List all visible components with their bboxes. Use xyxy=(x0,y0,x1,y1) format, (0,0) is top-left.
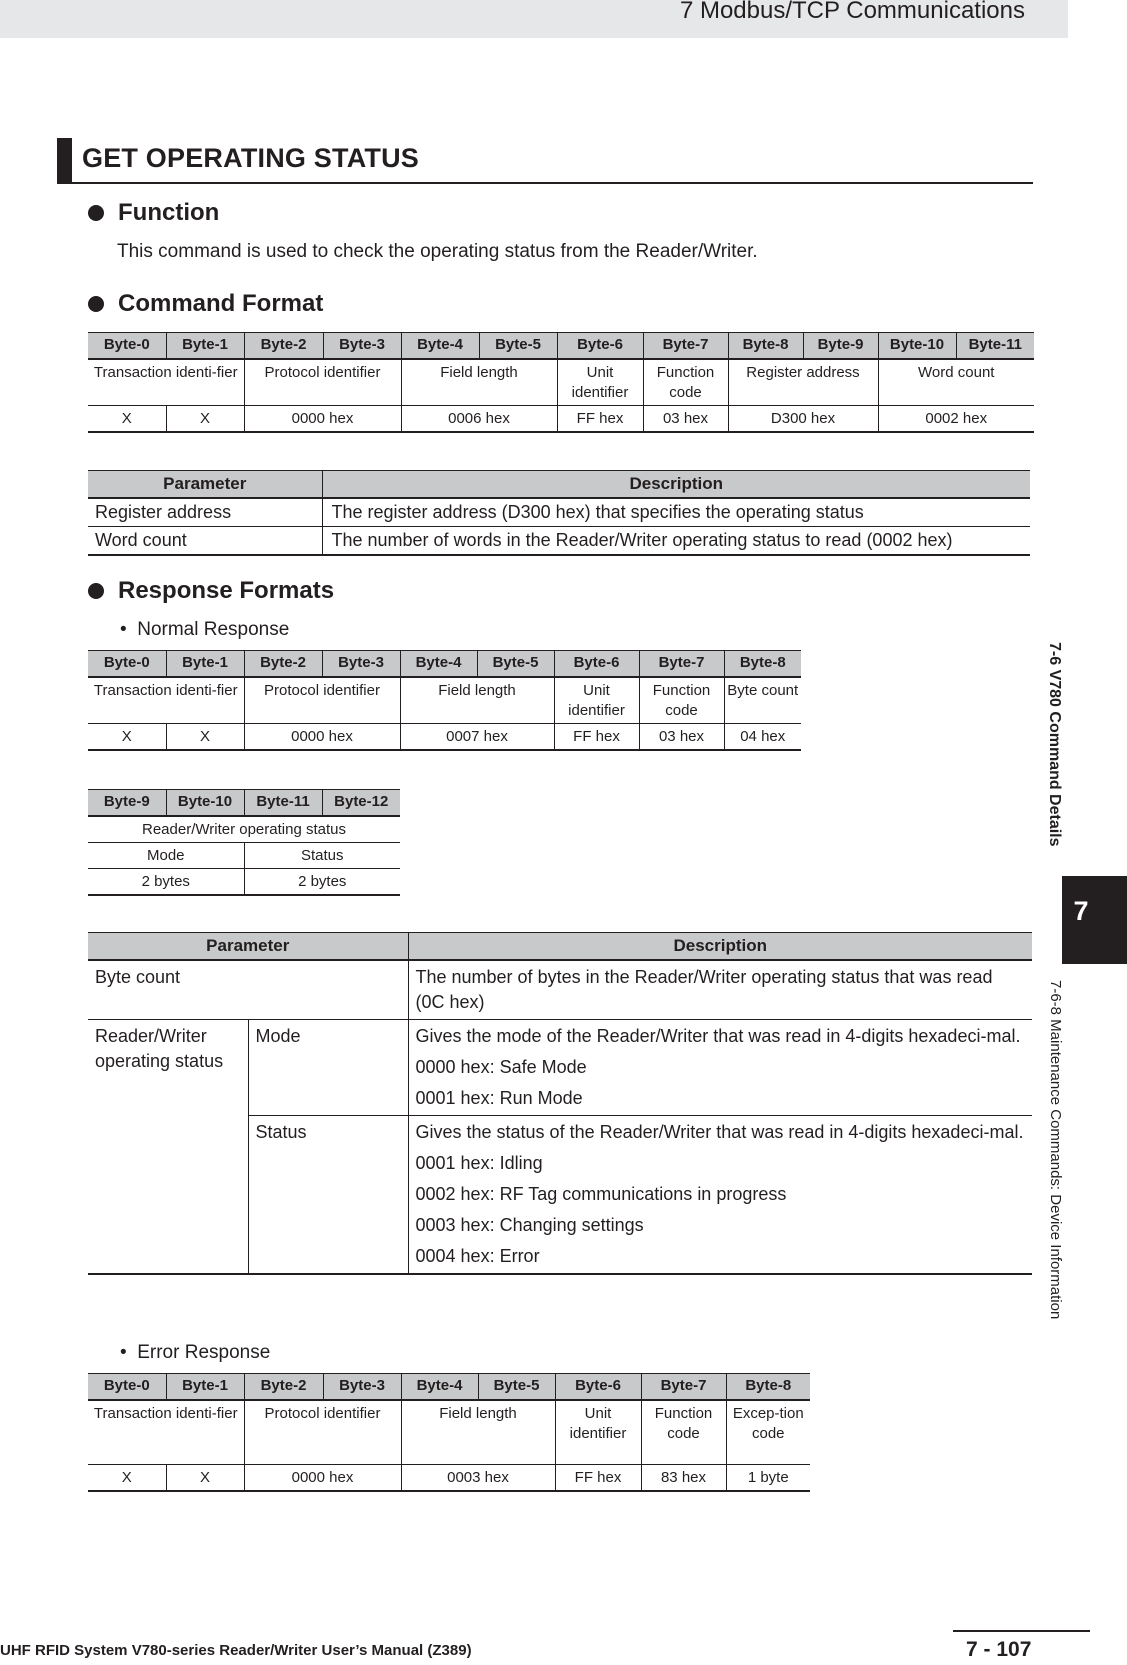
field-cell: Word count xyxy=(878,359,1034,406)
byte-header: Byte-6 xyxy=(555,1374,641,1401)
byte-header: Byte-9 xyxy=(88,790,166,817)
field-name-row xyxy=(88,677,801,724)
param-header: Parameter xyxy=(88,471,322,499)
status-value: 0002 hex: RF Tag communications in progress xyxy=(415,1184,787,1204)
status-value: 0004 hex: Error xyxy=(415,1246,540,1266)
param-name: Word count xyxy=(88,527,322,556)
section-title-marker xyxy=(57,138,72,182)
field-cell: Mode xyxy=(88,843,244,869)
field-cell: Protocol identifier xyxy=(244,677,400,724)
function-heading: Function xyxy=(88,199,219,227)
param-subname: Mode xyxy=(248,1020,408,1116)
value-cell: 0000 hex xyxy=(244,724,400,751)
error-response-table xyxy=(88,1373,810,1492)
byte-header: Byte-1 xyxy=(166,333,244,360)
bullet-dot-icon xyxy=(88,296,104,312)
param-header: Parameter xyxy=(88,933,408,961)
param-header: Description xyxy=(322,471,1030,499)
value-cell: X xyxy=(88,724,166,751)
normal-response-table xyxy=(88,650,801,751)
command-format-heading: Command Format xyxy=(88,290,323,318)
byte-header: Byte-10 xyxy=(878,333,956,360)
byte-header: Byte-4 xyxy=(401,1374,478,1401)
value-cell: 03 hex xyxy=(639,724,724,751)
field-cell: Unit identifier xyxy=(557,359,643,406)
byte-header: Byte-10 xyxy=(166,790,244,817)
mode-desc: Gives the mode of the Reader/Writer that was read in 4-digits hexadeci-mal. xyxy=(415,1026,1021,1046)
param-header: Description xyxy=(408,933,1032,961)
value-cell: 04 hex xyxy=(724,724,801,751)
bullet-dot-icon xyxy=(88,583,104,599)
status-desc: Gives the status of the Reader/Writer that was read in 4-digits hexadeci-mal. xyxy=(415,1122,1024,1142)
side-subsection-label: 7-6-8 Maintenance Commands: Device Information xyxy=(1047,980,1064,1320)
field-cell: Field length xyxy=(401,1400,555,1464)
byte-header: Byte-0 xyxy=(88,651,166,678)
side-section-label: 7-6 V780 Command Details xyxy=(1046,642,1063,847)
value-cell: 0006 hex xyxy=(401,406,557,433)
page-number: 7 - 107 xyxy=(966,1638,1032,1661)
response-formats-heading: Response Formats xyxy=(88,577,334,605)
field-name-row xyxy=(88,1400,810,1464)
byte-header: Byte-7 xyxy=(643,333,728,360)
value-cell: D300 hex xyxy=(728,406,878,433)
byte-header: Byte-5 xyxy=(477,651,554,678)
byte-header: Byte-7 xyxy=(641,1374,726,1401)
field-cell: Register address xyxy=(728,359,878,406)
param-header-row xyxy=(88,933,1032,961)
param-row xyxy=(88,960,1032,1020)
param-desc xyxy=(408,1020,1032,1116)
field-name-row xyxy=(88,359,1034,406)
value-cell: 0002 hex xyxy=(878,406,1034,433)
status-value: 0001 hex: Idling xyxy=(415,1153,543,1173)
byte-header: Byte-2 xyxy=(244,333,323,360)
byte-header: Byte-8 xyxy=(724,651,801,678)
byte-header: Byte-1 xyxy=(166,1374,244,1401)
byte-header-row xyxy=(88,651,801,678)
param-row xyxy=(88,1020,1032,1116)
value-cell: X xyxy=(88,1464,166,1491)
field-cell: Transaction identi-fier xyxy=(88,677,244,724)
field-cell: Function code xyxy=(639,677,724,724)
status-field-row xyxy=(88,843,400,869)
field-cell: Status xyxy=(244,843,400,869)
value-cell: 0003 hex xyxy=(401,1464,555,1491)
status-title-row xyxy=(88,816,400,843)
section-title-text: GET OPERATING STATUS xyxy=(82,143,420,173)
byte-header: Byte-4 xyxy=(400,651,477,678)
byte-header: Byte-8 xyxy=(726,1374,810,1401)
value-cell: 1 byte xyxy=(726,1464,810,1491)
field-cell: Transaction identi-fier xyxy=(88,1400,244,1464)
byte-header: Byte-4 xyxy=(401,333,479,360)
byte-header: Byte-5 xyxy=(479,333,557,360)
bullet-dot-icon xyxy=(88,205,104,221)
value-row xyxy=(88,406,1034,433)
field-cell: Field length xyxy=(401,359,557,406)
byte-header: Byte-5 xyxy=(478,1374,555,1401)
value-cell: 83 hex xyxy=(641,1464,726,1491)
field-cell: Unit identifier xyxy=(555,1400,641,1464)
field-cell: Protocol identifier xyxy=(244,1400,401,1464)
byte-header: Byte-3 xyxy=(323,333,401,360)
field-cell: Unit identifier xyxy=(554,677,639,724)
byte-header: Byte-0 xyxy=(88,333,166,360)
byte-header: Byte-9 xyxy=(803,333,878,360)
value-cell: X xyxy=(166,406,244,433)
field-cell: Transaction identi-fier xyxy=(88,359,244,406)
status-value: 0003 hex: Changing settings xyxy=(415,1215,644,1235)
param-desc: The number of words in the Reader/Writer operating status to read (0002 hex) xyxy=(322,527,1030,556)
field-cell: Excep-tion code xyxy=(726,1400,810,1464)
value-cell: FF hex xyxy=(557,406,643,433)
param-row xyxy=(88,498,1030,527)
value-row xyxy=(88,724,801,751)
byte-header: Byte-6 xyxy=(557,333,643,360)
operating-status-table xyxy=(88,789,400,896)
field-cell: Function code xyxy=(643,359,728,406)
normal-response-label: • Normal Response xyxy=(120,619,290,640)
response-params-table xyxy=(88,932,1032,1275)
status-size-row xyxy=(88,869,400,896)
value-row xyxy=(88,1464,810,1491)
byte-header: Byte-8 xyxy=(728,333,803,360)
byte-header: Byte-2 xyxy=(244,651,322,678)
param-subname: Status xyxy=(248,1116,408,1275)
byte-header-row xyxy=(88,790,400,817)
field-cell: Protocol identifier xyxy=(244,359,401,406)
param-desc xyxy=(408,1116,1032,1275)
byte-header: Byte-6 xyxy=(554,651,639,678)
byte-header: Byte-12 xyxy=(322,790,400,817)
field-cell: Field length xyxy=(400,677,554,724)
byte-header: Byte-11 xyxy=(244,790,322,817)
param-header-row xyxy=(88,471,1030,499)
value-cell: FF hex xyxy=(555,1464,641,1491)
value-cell: X xyxy=(88,406,166,433)
byte-header: Byte-0 xyxy=(88,1374,166,1401)
value-cell: FF hex xyxy=(554,724,639,751)
byte-header: Byte-3 xyxy=(323,1374,401,1401)
side-chapter-number: 7 xyxy=(1073,896,1089,926)
function-text: This command is used to check the operating status from the Reader/Writer. xyxy=(117,241,758,262)
value-cell: 0000 hex xyxy=(244,1464,401,1491)
status-title-cell: Reader/Writer operating status xyxy=(88,816,400,843)
value-cell: 2 bytes xyxy=(244,869,400,896)
byte-header: Byte-3 xyxy=(322,651,400,678)
byte-header-row xyxy=(88,333,1034,360)
byte-header-row xyxy=(88,1374,810,1401)
value-cell: 2 bytes xyxy=(88,869,244,896)
value-cell: 0000 hex xyxy=(244,406,401,433)
field-cell: Byte count xyxy=(724,677,801,724)
command-format-table xyxy=(88,332,1034,433)
value-cell: 0007 hex xyxy=(400,724,554,751)
value-cell: X xyxy=(166,724,244,751)
error-response-label: • Error Response xyxy=(120,1342,271,1363)
value-cell: X xyxy=(166,1464,244,1491)
byte-header: Byte-1 xyxy=(166,651,244,678)
param-desc: The register address (D300 hex) that specifies the operating status xyxy=(322,498,1030,527)
field-cell: Function code xyxy=(641,1400,726,1464)
byte-header: Byte-11 xyxy=(956,333,1034,360)
value-cell: 03 hex xyxy=(643,406,728,433)
byte-header: Byte-7 xyxy=(639,651,724,678)
param-name: Register address xyxy=(88,498,322,527)
param-name: Byte count xyxy=(88,960,408,1020)
command-params-table xyxy=(88,470,1030,556)
param-desc: The number of bytes in the Reader/Writer operating status that was read (0C hex) xyxy=(408,960,1032,1020)
section-title xyxy=(57,138,1033,184)
byte-header: Byte-2 xyxy=(244,1374,323,1401)
mode-value: 0001 hex: Run Mode xyxy=(415,1088,583,1108)
footer-rule xyxy=(953,1630,1090,1632)
chapter-title: 7 Modbus/TCP Communications xyxy=(679,0,1025,24)
param-name: Reader/Writer operating status xyxy=(88,1020,248,1275)
mode-value: 0000 hex: Safe Mode xyxy=(415,1057,587,1077)
param-row xyxy=(88,527,1030,556)
footer-manual-title: UHF RFID System V780-series Reader/Writer User’s Manual (Z389) xyxy=(0,1642,472,1659)
